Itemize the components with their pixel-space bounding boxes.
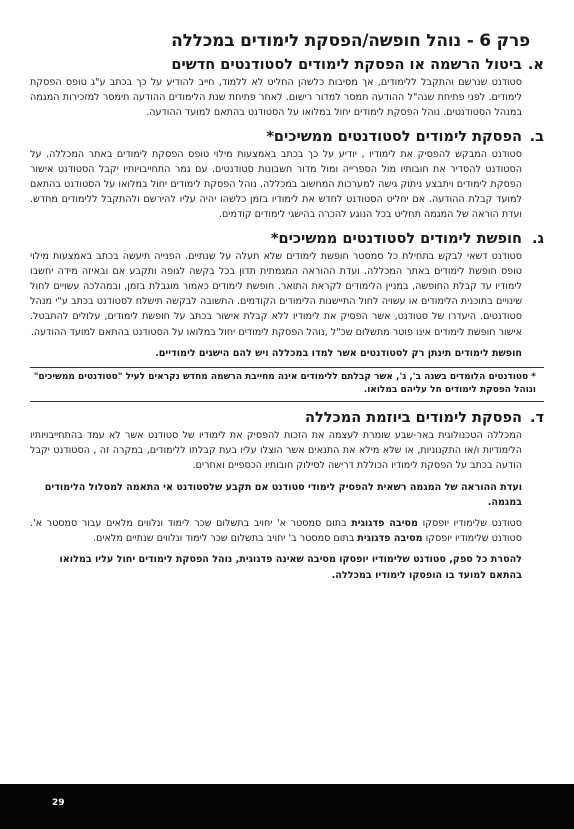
section-b-heading	[30, 127, 544, 147]
section-b-title: הפסקת לימודים לסטודנטים ממשיכים*	[266, 128, 522, 145]
section-d-heading	[30, 408, 544, 428]
section-c-bold-note: חופשת לימודים תינתן רק לסטודנטים אשר למדו במכללה ויש להם הישגים לימודיים.	[155, 347, 522, 359]
section-d-bold-paragraph: ועדת ההוראה של המגמה רשאית להפסיק לימודי סטודנט אם תקבע שלסטודנט אי התאמה למסלול הלימודים במגמה.	[44, 481, 522, 508]
para-2-middle: בתום סמסטר א' יחויב בתשלום שכר לימוד ונלווים מלאים עבור סמסטר א'. סטודנט שלימודיו יופסקו	[30, 518, 522, 545]
section-a-title: ביטול הרשמה או הפסקת לימודים לסטודנטים חדשים	[171, 57, 522, 73]
para-2-bold-b: מסיבה פדגוגית	[357, 533, 423, 545]
section-b-paragraph: סטודנט המבקש להפסיק את לימודיו , יודיע על כך בכתב באמצעות מילוי טופס הפסקת לימודים באתר המכללה. על הסטודנט להסדיר את חובותיו מול הספרייה ומול מדור חשבונות סטודנטים. עם גמר התחייבויותיו יקבל הסטודנט אישור הפסקת לימודים ויתבצע ניתוק גישה למערכות המחשוב במכללה. נוהל הפסקת לימודים יחול במלואו על הסטודנט בהתאם למועד קבלת ההודעה. אם יחליט הסטודנט לחדש את לימודיו בזמן כלשהו יהיה עליו להירשם ולהתקבל ללימודים מחדש. ועדת הוראה של המגמה תחליט בכל הנוגע להכרה בהישגי לימודים קודמים.	[30, 148, 522, 221]
para-2-end: בתום סמסטר ב' יחויב בתשלום שכר לימוד ונלווים שנתיים מלאים.	[92, 533, 358, 545]
section-a-letter: א.	[527, 57, 544, 73]
footer-bar	[0, 784, 574, 829]
section-d-paragraph-2	[30, 516, 522, 546]
section-d-title: הפסקת לימודים ביוזמת המכללה	[305, 410, 522, 427]
section-c-heading	[30, 229, 544, 249]
section-a-heading	[30, 55, 544, 75]
para-2-start: סטודנט שלימודיו יופסקו	[418, 518, 523, 530]
chapter-title: פרק 6 - נוהל חופשה/הפסקת לימודים במכללה	[171, 31, 530, 51]
para-2-bold-a: מסיבה פדגוגית	[351, 518, 419, 530]
section-d	[30, 408, 544, 583]
section-d-letter: ד.	[529, 410, 544, 427]
section-d-paragraph-1: המכללה הטכנולוגית באר-שבע שומרת לעצמה את הזכות להפסיק את לימודיו של סטודנט אשר לא עמד בהתחייבויותיו הלימודיות ו/או התקנוניות, או שלא מילא את התנאים אשר הוצלו עליו בעת קבלתו ללימודים, במקרה זה , הסטודנט יקבל הודעה בכתב על הפסקת לימודיו הכוללת דרישה לסילוק חובותיו הכספיים ואחרים.	[30, 430, 522, 472]
section-c	[30, 229, 544, 361]
footnote-box	[30, 367, 544, 402]
footnote-text: * סטודנטים הלומדים בשנה ב', ג', אשר קבלתם ללימודים אינה מחייבת הרשמה מחדש נקראים לעיל "סטודנטים ממשיכים" ונוהל הפסקת לימודים חל עליהם במלואו.	[33, 372, 536, 396]
section-c-title: חופשת לימודים לסטודנטים ממשיכים*	[270, 230, 522, 247]
section-d-closing: להסרת כל ספק, סטודנט שלימודיו יופסקו מסיבה שאינה פדגוגית, נוהל הפסקת לימודים יחול עליו במלואו בהתאם למועד בו הופסקו לימודיו במכללה.	[59, 554, 522, 581]
section-b	[30, 127, 544, 223]
document-page	[30, 30, 544, 583]
section-a-paragraph: סטודנט שנרשם והתקבל ללימודים, אך מסיבות כלשהן החליט לא ללמוד, חייב להודיע על כך בכתב ע"ג טופס הפסקת לימודים. לפני פתיחת שנה"ל ההודעה תמסר למדור רישום. לאחר פתיחת שנת הלימודים ההודעה תימסר למזכירות המגמה במנהל הסטודנטים. נוהל הפסקת לימודים יחול במלואו על הסטודנט בהתאם למועד ההודעה.	[30, 77, 522, 119]
section-c-paragraph: סטודנט דשאי לבקש בתחילת כל סמסטר חופשת לימודים שלא תעלה על שנתיים. הפנייה תיעשה בכתב באמצעות מילוי טופס חופשת לימודים באתר המכללה. ועדת ההוראה המגמתית תדון בכל בקשה לגופה ותקבע אם ובאיזה מידה יחשבו לימודיו עד קבלת החופשה, במניין הלימודים לקראת התואר. חופשת לימודים כאמור מוגבלת בזמן, ובמהלכה עשויים לחול שינויים בתוכנית הלימודים או עשויה לחול התיישנות הלימודים הקודמים. התשובה לבקשה תישלח לסטודנט בכתב ע"י מנהל סטודנטים. היעדרו של סטודנט, אשר הפסיק את לימודיו ללא קבלת אישור בכתב על חופשת לימודים, עלולים להתבטל. אישור חופשת לימודים אינו פוטר מתשלום שכ"ל ,נוהל הפסקת לימודים יחול במלואו על הסטודנט בהתאם למועד ההודעה.	[30, 250, 522, 338]
page-number: 29	[52, 798, 65, 808]
section-b-letter: ב.	[529, 128, 544, 145]
section-a	[30, 55, 544, 121]
section-c-letter: ג.	[532, 230, 544, 247]
